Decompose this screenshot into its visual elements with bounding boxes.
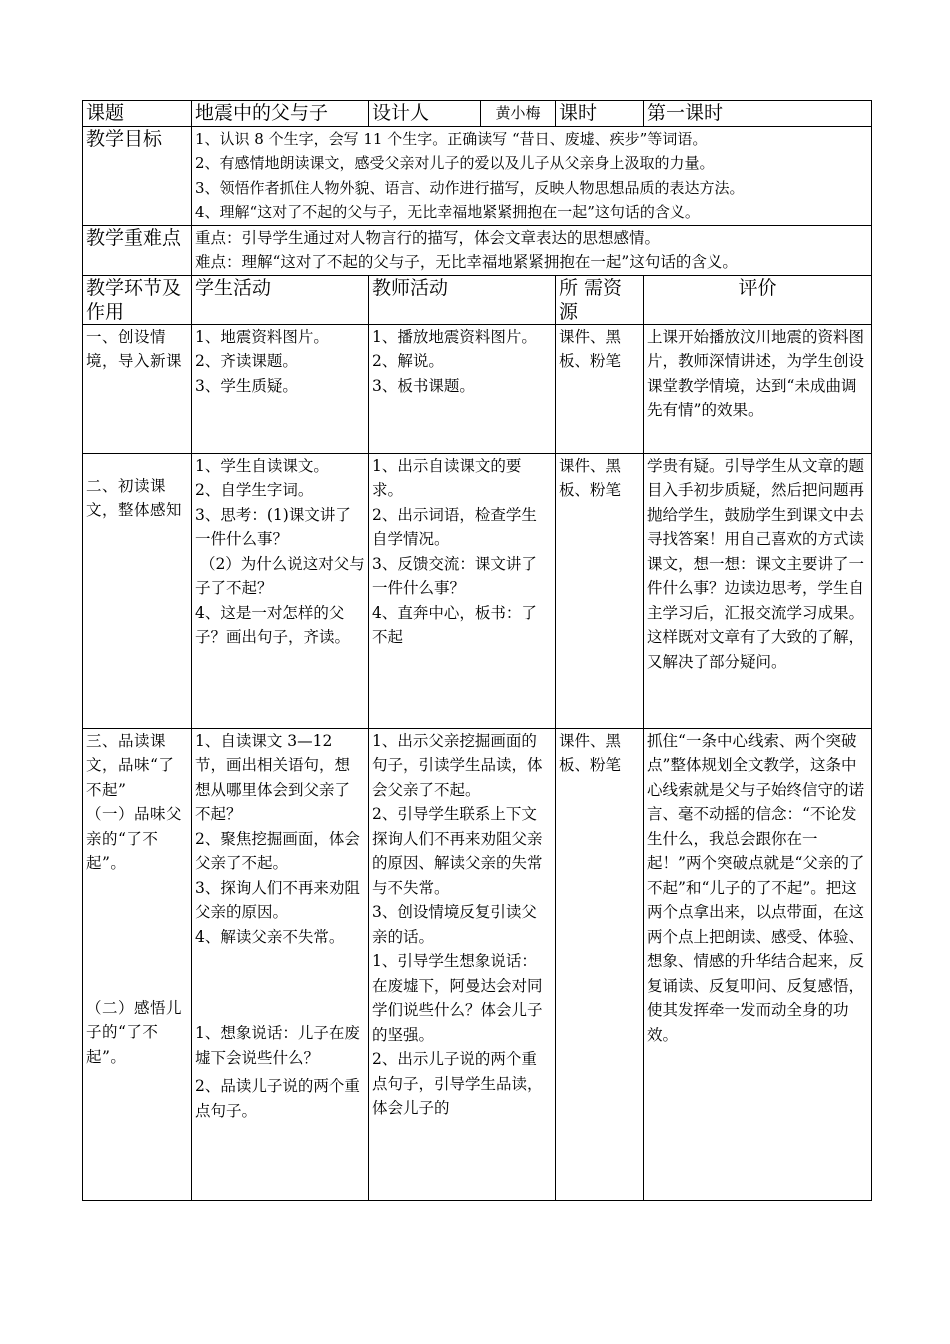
designer-label: 设计人 (369, 101, 481, 127)
teacher-item: 2、出示词语，检查学生自学情况。 (372, 505, 537, 548)
student-item: 1、自读课文 3—12 节，画出相关语句，想想从哪里体会到父亲了不起？ (195, 731, 351, 823)
student-cell (192, 453, 369, 728)
period-value: 第一课时 (644, 101, 872, 127)
resource-cell: 课件、黑板、粉笔 (556, 453, 644, 728)
evaluation-cell: 抓住“一条中心线索、两个突破点”整体规划全文教学，这条中心线索就是父与子始终信守的诺言、毫不动摇的信念：“不论发生什么，我总会跟你在一起！”两个突破点就是“父亲的了不起”和“儿子的了不起”。把这两个点拿出来，以点带面，在这两个点上把朗读、感受、体验、想象、情感的升华结合起来，反复诵读、反复叩问、反复感悟，使其发挥牵一发而动全身的功效。 (644, 728, 872, 1200)
teacher-item: 4、直奔中心，板书：了不起 (372, 603, 537, 646)
teacher-item: 1、引导学生想象说话：在废墟下，阿曼达会对同学们说些什么？体会儿子的坚强。 (372, 952, 543, 1044)
stage-cell (83, 728, 192, 1200)
goals-row (83, 126, 872, 225)
teacher-cell (369, 453, 556, 728)
stage-cell (83, 324, 192, 453)
column-teacher: 教师活动 (369, 275, 556, 324)
designer-value: 黄小梅 (481, 101, 556, 127)
evaluation-cell: 上课开始播放汶川地震的资料图片，教师深情讲述，为学生创设课堂教学情境，达到“未成曲调先有情”的效果。 (644, 324, 872, 453)
student-item: 3、探询人们不再来劝阻父亲的原因。 (195, 878, 360, 921)
teacher-item: 1、播放地震资料图片。 (372, 327, 537, 346)
period-label: 课时 (556, 101, 644, 127)
header-row (83, 101, 872, 127)
difficulty-text: 难点：理解“这对了不起的父与子，无比幸福地紧紧拥抱在一起”这句话的含义。 (195, 253, 738, 271)
student-item: 2、自学生字词。 (195, 481, 314, 499)
resource-cell: 课件、黑板、粉笔 (556, 728, 644, 1200)
column-evaluation: 评价 (644, 275, 872, 324)
column-stage: 教学环节及作用 (83, 275, 192, 324)
student-item: 2、聚焦挖掘画面，体会父亲了不起。 (195, 829, 360, 872)
activity-row (83, 453, 872, 728)
column-resource: 所 需资源 (556, 275, 644, 324)
student-item: 1、学生自读课文。 (195, 456, 329, 475)
evaluation-cell: 学贵有疑。引导学生从文章的题目入手初步质疑，然后把问题再抛给学生，鼓励学生到课文中去寻找答案！用自己喜欢的方式读课文，想一想：课文主要讲了一件什么事？边读边思考，学生自主学习后，汇报交流学习成果。这样既对文章有了大致的了解，又解决了部分疑问。 (644, 453, 872, 728)
stage-subtext: （一）品味父亲的“了不起”。 (86, 805, 183, 872)
student-cell (192, 324, 369, 453)
stage-text: 一、创设情境，导入新课 (86, 327, 183, 370)
teacher-item: 3、板书课题。 (372, 376, 475, 395)
student-item: 1、地震资料图片。 (195, 327, 329, 346)
student-item: 4、解读父亲不失常。 (195, 927, 345, 946)
teacher-cell (369, 728, 556, 1200)
teacher-item: 2、出示儿子说的两个重点句子，引导学生品读，体会儿子的 (372, 1050, 543, 1117)
stage-text: 三、品读课文，品味“了不起” (86, 731, 175, 799)
keypoints-row (83, 225, 872, 275)
activity-row (83, 324, 872, 453)
stage-text: 二、初读课文，整体感知 (86, 476, 183, 519)
goal-item: 1、认识 8 个生字，会写 11 个生字。正确读写 “昔日、废墟、疾步”等词语。 (195, 129, 708, 148)
goal-item: 2、有感情地朗读课文，感受父亲对儿子的爱以及儿子从父亲身上汲取的力量。 (195, 154, 715, 172)
student-cell (192, 728, 369, 1200)
student-item: 3、学生质疑。 (195, 376, 298, 395)
student-item: 2、齐读课题。 (195, 352, 298, 370)
resource-cell: 课件、黑板、粉笔 (556, 324, 644, 453)
student-item: 2、品读儿子说的两个重点句子。 (195, 1077, 360, 1120)
student-item: 3、思考：(1)课文讲了一件什么事？ (195, 505, 351, 548)
goals-label: 教学目标 (83, 126, 192, 225)
stage-cell (83, 453, 192, 728)
goal-item: 3、领悟作者抓住人物外貌、语言、动作进行描写，反映人物思想品质的表达方法。 (195, 178, 745, 197)
student-item: 1、想象说话：儿子在废墟下会说些什么？ (195, 1024, 360, 1067)
student-item: （2）为什么说这对父与子了不起？ (195, 554, 365, 597)
goal-item: 4、理解“这对了不起的父与子，无比幸福地紧紧拥抱在一起”这句话的含义。 (195, 203, 700, 221)
teacher-item: 1、出示自读课文的要求。 (372, 456, 522, 499)
teacher-item: 3、创设情境反复引读父亲的话。 (372, 903, 537, 946)
activity-row (83, 728, 872, 1200)
column-student: 学生活动 (192, 275, 369, 324)
student-item: 4、这是一对怎样的父子？画出句子，齐读。 (195, 603, 351, 646)
topic-value: 地震中的父与子 (192, 101, 369, 127)
goals-list (192, 126, 872, 225)
stage-subtext: （二）感悟儿子的“了不起”。 (86, 998, 183, 1066)
column-header-row (83, 275, 872, 324)
keypoints-label: 教学重难点 (83, 225, 192, 275)
lesson-plan-table (82, 100, 872, 1201)
teacher-item: 2、解说。 (372, 352, 444, 370)
keypoints-content (192, 225, 872, 275)
teacher-cell (369, 324, 556, 453)
teacher-item: 2、引导学生联系上下文探询人们不再来劝阻父亲的原因、解读父亲的失常与不失常。 (372, 805, 543, 897)
teacher-item: 3、反馈交流：课文讲了一件什么事？ (372, 554, 537, 597)
teacher-item: 1、出示父亲挖掘画面的句子，引读学生品读，体会父亲了不起。 (372, 731, 543, 799)
topic-label: 课题 (83, 101, 192, 127)
focus-text: 重点：引导学生通过对人物言行的描写，体会文章表达的思想感情。 (195, 228, 661, 247)
